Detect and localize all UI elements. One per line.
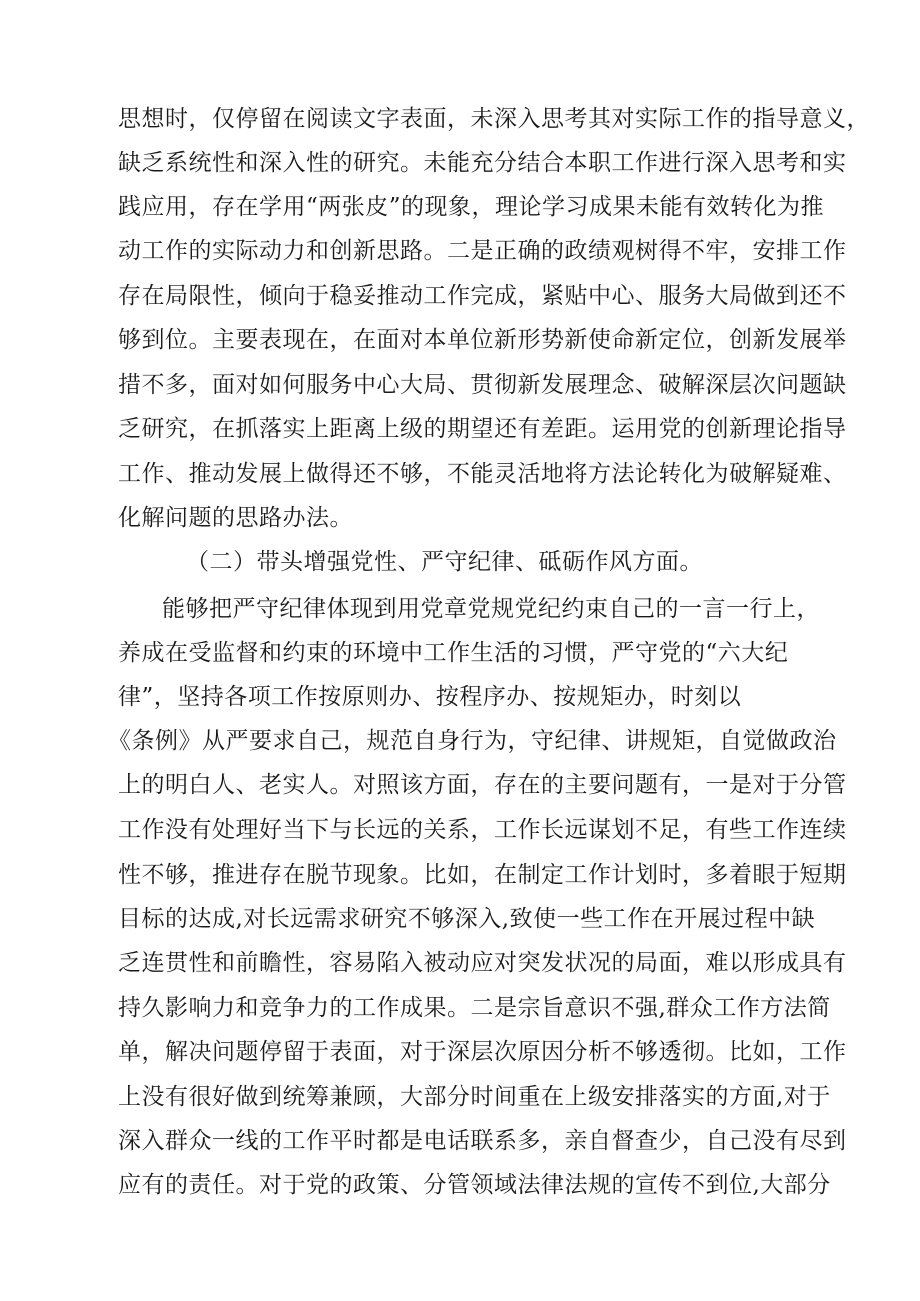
text-line: 够到位。主要表现在，在面对本单位新形势新使命新定位，创新发展举 [118,327,847,353]
text-line: 缺乏系统性和深入性的研究。未能充分结合本职工作进行深入思考和实 [118,150,847,176]
text-line: 目标的达成,对长远需求研究不够深入,致使一些工作在开展过程中缺 [118,906,816,932]
text-line: 乏研究，在抓落实上距离上级的期望还有差距。运用党的创新理论指导 [118,416,847,442]
text-line: 思想时，仅停留在阅读文字表面，未深入思考其对实际工作的指导意义， [118,106,870,132]
text-line: 化解问题的思路办法。 [118,505,353,531]
text-line: 乏连贯性和前瞻性，容易陷入被动应对突发状况的局面，难以形成具有 [118,950,847,976]
text-line: 措不多，面对如何服务中心大局、贯彻新发展理念、破解深层次问题缺 [118,372,847,398]
text-line: 上没有很好做到统筹兼顾，大部分时间重在上级安排落实的方面,对于 [118,1084,831,1110]
text-line: 《条例》从严要求自己，规范自身行为，守纪律、讲规矩，自觉做政治 [108,728,837,754]
text-line: 应有的责任。对于党的政策、分管领域法律法规的宣传不到位,大部分 [118,1172,831,1198]
text-line: 工作、推动发展上做得还不够，不能灵活地将方法论转化为破解疑难、 [118,461,847,487]
section-heading: （二）带头增强党性、严守纪律、砥砺作风方面。 [186,549,703,575]
text-line: 养成在受监督和约束的环境中工作生活的习惯，严守党的“六大纪 [118,640,789,666]
text-line: 深入群众一线的工作平时都是电话联系多，亲自督查少，自己没有尽到 [118,1128,847,1154]
text-line: 动工作的实际动力和创新思路。二是正确的政绩观树得不牢，安排工作 [118,238,847,264]
text-line: 单，解决问题停留于表面，对于深层次原因分析不够透彻。比如，工作 [118,1039,847,1065]
text-line: 持久影响力和竞争力的工作成果。二是宗旨意识不强,群众工作方法简 [118,995,831,1021]
text-line: 性不够，推进存在脱节现象。比如，在制定工作计划时，多着眼于短期 [118,862,847,888]
text-line: 能够把严守纪律体现到用党章党规党纪约束自己的一言一行上， [162,596,820,622]
text-line: 律”，坚持各项工作按原则办、按程序办、按规矩办，时刻以 [118,684,742,710]
text-line: 存在局限性，倾向于稳妥推动工作完成，紧贴中心、服务大局做到还不 [118,283,847,309]
text-line: 上的明白人、老实人。对照该方面，存在的主要问题有，一是对于分管 [118,772,847,798]
text-line: 工作没有处理好当下与长远的关系，工作长远谋划不足，有些工作连续 [118,817,847,843]
text-line: 践应用，存在学用“两张皮”的现象，理论学习成果未能有效转化为推 [118,194,825,220]
